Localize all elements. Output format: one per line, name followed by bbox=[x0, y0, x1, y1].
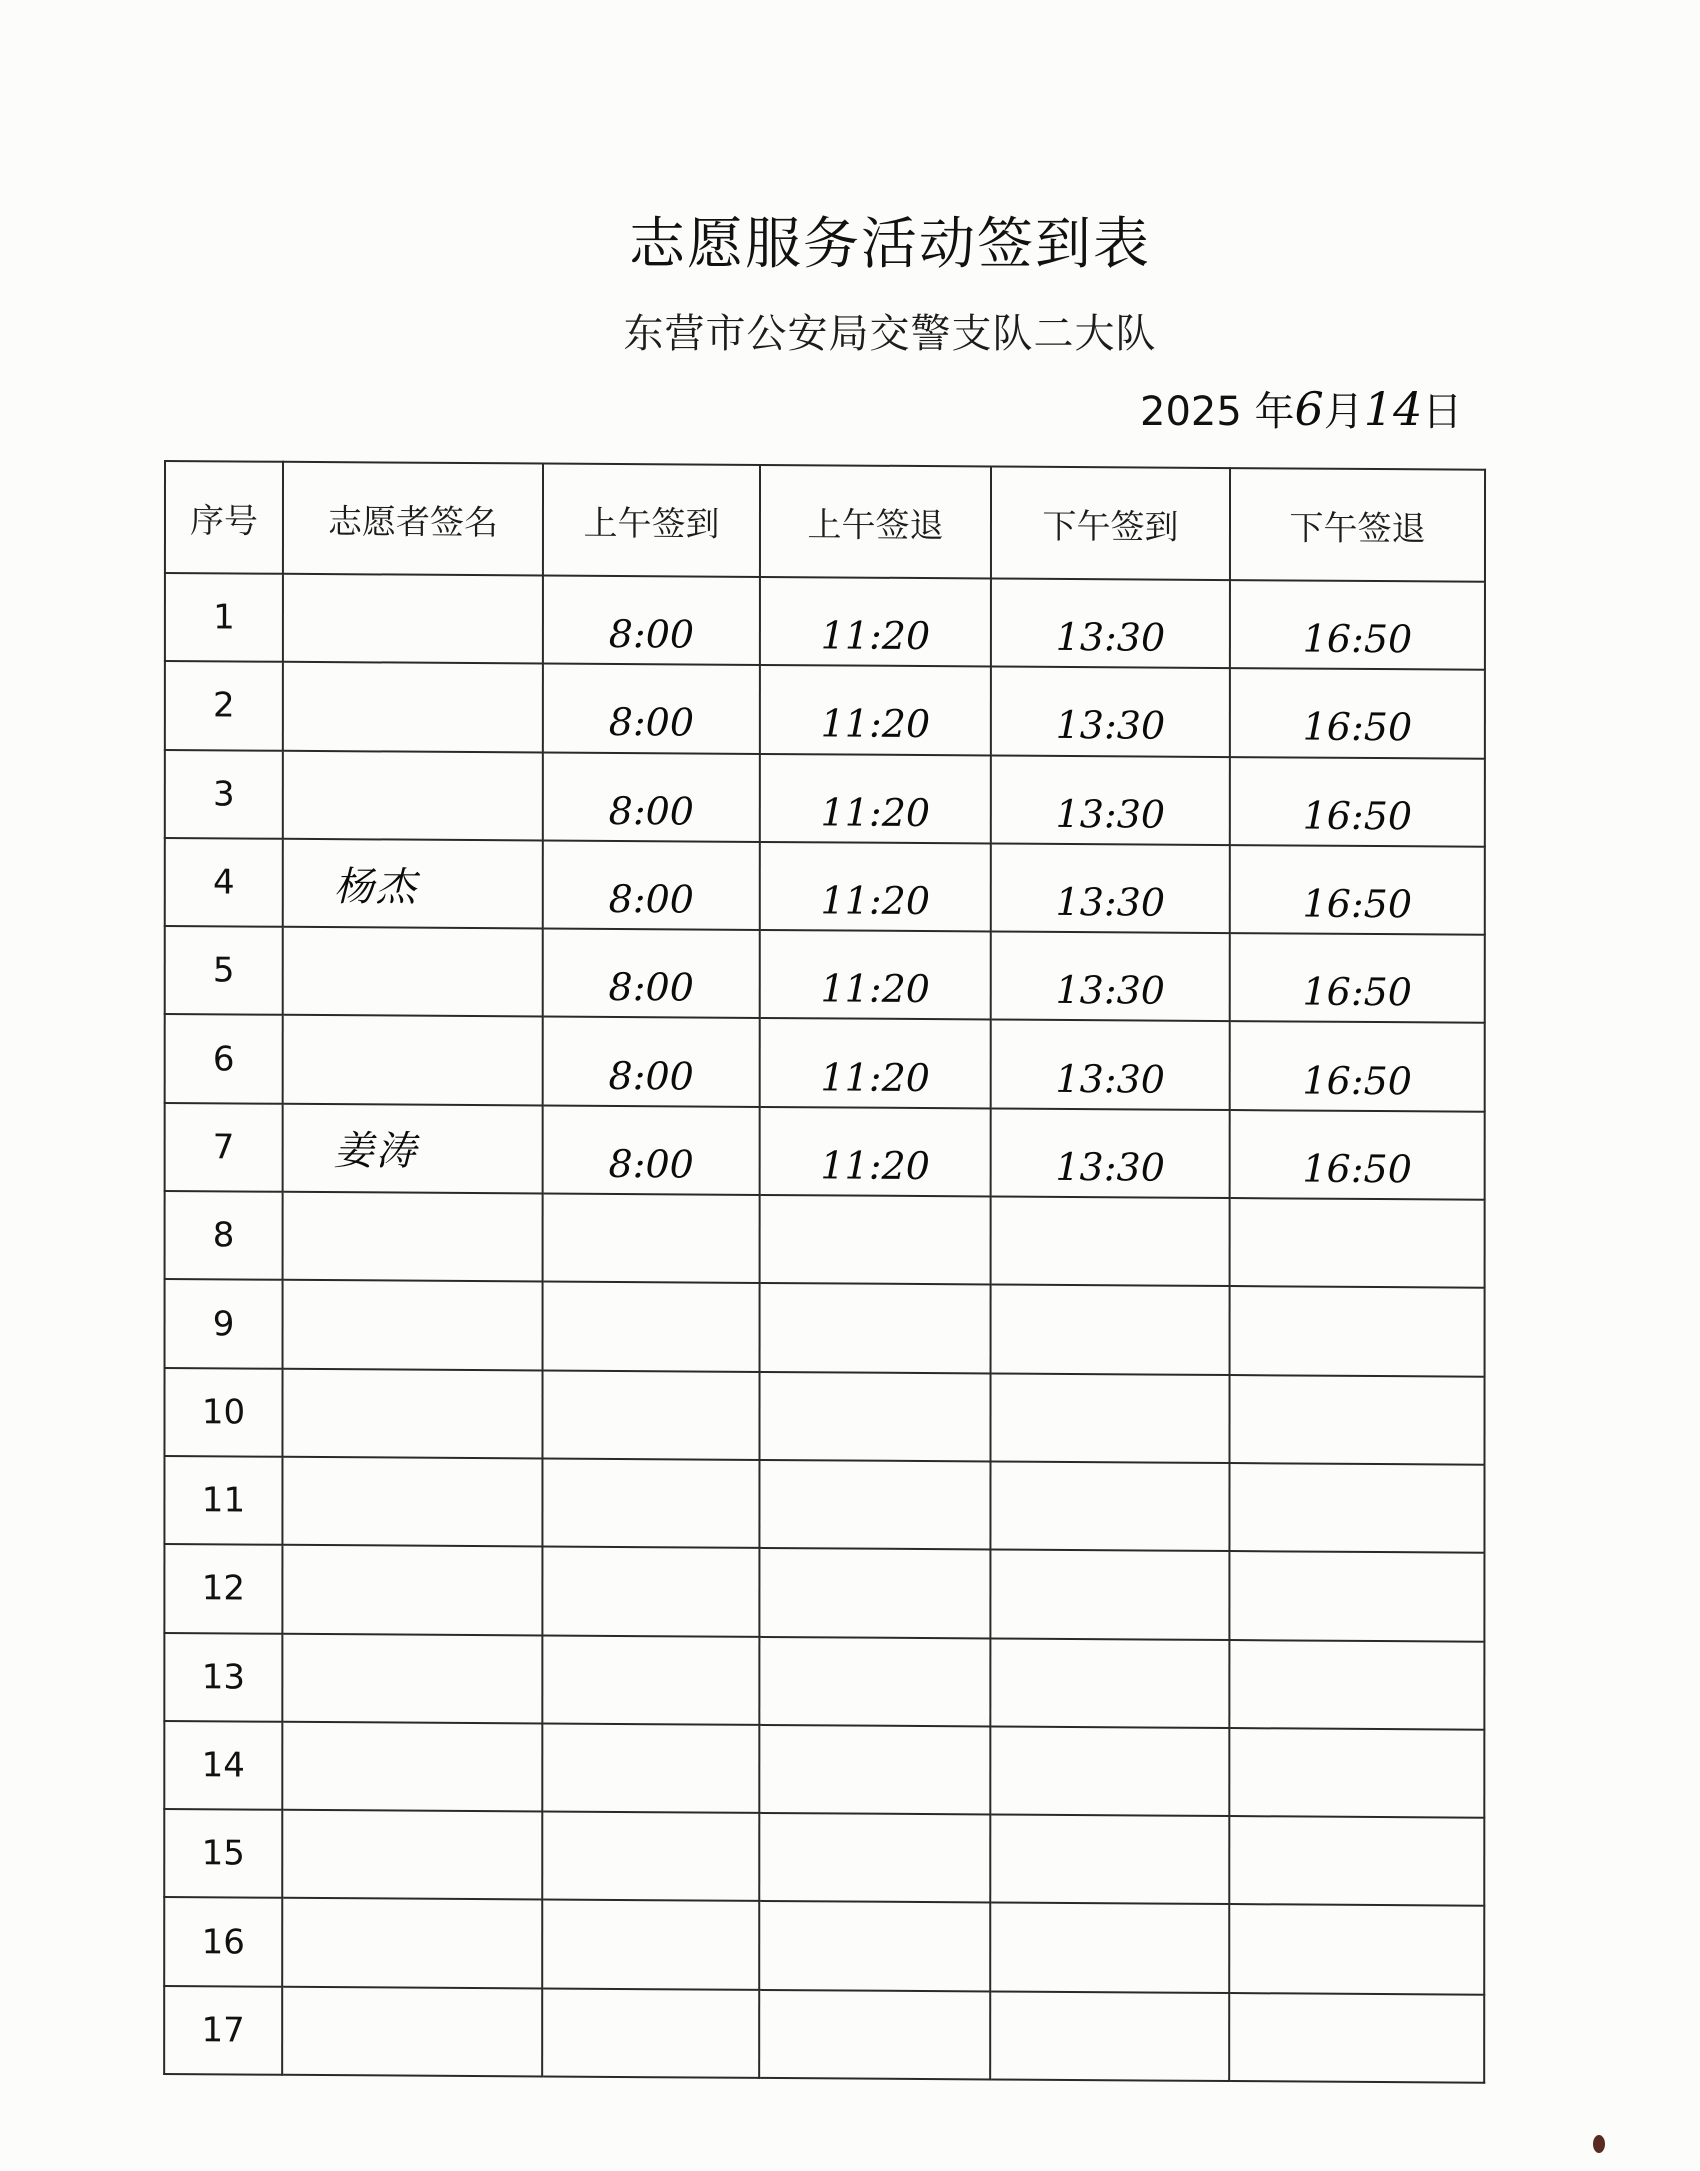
page-title: 志愿服务活动签到表 bbox=[629, 212, 1151, 277]
header-signature: 志愿者签名 bbox=[283, 462, 543, 576]
pm-checkin-time bbox=[990, 1815, 1229, 1905]
row-number: 4 bbox=[165, 838, 283, 927]
table-row bbox=[164, 1809, 1484, 1906]
volunteer-signature bbox=[282, 1633, 542, 1723]
am-checkin-time bbox=[543, 840, 760, 930]
pm-checkout-time bbox=[1229, 1551, 1484, 1641]
pm-checkin-time bbox=[991, 1197, 1230, 1287]
am-checkout-time-text: 11:20 bbox=[820, 613, 931, 659]
signin-table-wrap bbox=[163, 460, 1484, 2080]
am-checkout-time bbox=[760, 1107, 991, 1197]
row-number: 10 bbox=[164, 1368, 282, 1457]
am-checkout-time bbox=[760, 1283, 991, 1373]
pm-checkout-time-text: 16:50 bbox=[1302, 616, 1413, 662]
pm-checkin-time bbox=[990, 1903, 1229, 1993]
table-row bbox=[165, 1103, 1485, 1200]
row-number: 1 bbox=[165, 573, 283, 662]
signin-table bbox=[163, 460, 1486, 2084]
pm-checkout-time bbox=[1230, 845, 1485, 935]
pm-checkin-time bbox=[990, 1373, 1229, 1463]
am-checkout-time-text: 11:20 bbox=[820, 701, 931, 747]
pm-checkout-time bbox=[1230, 1198, 1485, 1288]
am-checkout-time bbox=[759, 1460, 990, 1550]
pm-checkout-time-text: 16:50 bbox=[1302, 881, 1413, 927]
pm-checkin-time bbox=[991, 755, 1230, 845]
am-checkin-time-text: 8:00 bbox=[608, 700, 695, 745]
am-checkout-time-text: 11:20 bbox=[820, 1054, 930, 1100]
pm-checkin-time-text: 13:30 bbox=[1055, 879, 1166, 925]
date-year: 2025 年 bbox=[1140, 389, 1295, 435]
pm-checkin-time bbox=[991, 843, 1230, 933]
am-checkin-time bbox=[542, 1723, 759, 1813]
am-checkin-time bbox=[542, 1812, 759, 1902]
pm-checkout-time bbox=[1229, 1904, 1484, 1994]
paper-speck bbox=[1593, 2135, 1605, 2153]
volunteer-signature bbox=[283, 927, 543, 1017]
pm-checkout-time bbox=[1230, 1110, 1485, 1200]
row-number: 5 bbox=[165, 926, 283, 1015]
am-checkout-time bbox=[759, 1636, 990, 1726]
table-body bbox=[164, 573, 1485, 2083]
date-day: 14 bbox=[1363, 382, 1423, 436]
row-number: 8 bbox=[165, 1191, 283, 1280]
header-pm-in: 下午签到 bbox=[991, 466, 1230, 580]
page-subtitle: 东营市公安局交警支队二大队 bbox=[623, 311, 1157, 357]
am-checkin-time bbox=[543, 576, 760, 666]
header-no: 序号 bbox=[165, 461, 283, 574]
table-row bbox=[164, 1721, 1484, 1818]
volunteer-signature bbox=[283, 1192, 543, 1282]
row-number: 7 bbox=[165, 1103, 283, 1192]
header-am-in: 上午签到 bbox=[543, 464, 760, 577]
volunteer-signature: 杨杰 bbox=[283, 839, 543, 929]
am-checkout-time bbox=[760, 1018, 991, 1108]
pm-checkout-time bbox=[1229, 1375, 1484, 1465]
table-row bbox=[165, 926, 1485, 1023]
am-checkin-time-text: 8:00 bbox=[608, 612, 695, 657]
am-checkout-time bbox=[760, 665, 991, 755]
date-month: 6 bbox=[1294, 382, 1324, 436]
date-month-char: 月 bbox=[1323, 389, 1364, 435]
am-checkin-time-text: 8:00 bbox=[608, 1053, 694, 1099]
header-am-out: 上午签退 bbox=[760, 465, 991, 579]
am-checkout-time bbox=[759, 1901, 990, 1991]
table-row bbox=[165, 1191, 1485, 1288]
pm-checkin-time bbox=[991, 667, 1230, 757]
row-number: 14 bbox=[164, 1721, 282, 1810]
am-checkout-time bbox=[759, 1725, 990, 1815]
volunteer-signature bbox=[282, 1545, 542, 1635]
date-line bbox=[1140, 380, 1462, 437]
table-row bbox=[165, 573, 1485, 670]
table-row bbox=[164, 1456, 1484, 1553]
am-checkout-time bbox=[760, 930, 991, 1020]
pm-checkout-time bbox=[1230, 1022, 1485, 1112]
am-checkin-time-text: 8:00 bbox=[608, 876, 694, 922]
pm-checkin-time bbox=[990, 1991, 1229, 2081]
table-row bbox=[164, 1986, 1484, 2083]
pm-checkout-time bbox=[1229, 1728, 1484, 1818]
row-number: 11 bbox=[164, 1456, 282, 1545]
pm-checkin-time-text: 13:30 bbox=[1055, 791, 1166, 837]
pm-checkin-time-text: 13:30 bbox=[1055, 615, 1166, 660]
pm-checkin-time-text: 13:30 bbox=[1055, 703, 1166, 749]
row-number: 17 bbox=[164, 1986, 282, 2075]
am-checkin-time bbox=[542, 1900, 759, 1990]
pm-checkout-time-text: 16:50 bbox=[1302, 1146, 1412, 1192]
row-number: 12 bbox=[164, 1544, 282, 1633]
am-checkout-time bbox=[759, 1372, 990, 1462]
am-checkout-time bbox=[759, 1548, 990, 1638]
table-header-row bbox=[165, 461, 1485, 582]
am-checkin-time bbox=[542, 1458, 759, 1548]
pm-checkout-time bbox=[1230, 757, 1485, 847]
am-checkin-time bbox=[542, 1988, 759, 2078]
am-checkin-time bbox=[542, 1635, 759, 1725]
row-number: 15 bbox=[164, 1809, 282, 1898]
header-pm-out: 下午签退 bbox=[1230, 468, 1485, 582]
pm-checkin-time bbox=[990, 1726, 1229, 1816]
pm-checkout-time-text: 16:50 bbox=[1302, 704, 1413, 750]
pm-checkin-time bbox=[991, 1108, 1230, 1198]
am-checkout-time-text: 11:20 bbox=[820, 790, 931, 835]
am-checkin-time-text: 8:00 bbox=[608, 788, 695, 834]
volunteer-signature bbox=[282, 1368, 542, 1458]
pm-checkout-time bbox=[1229, 1993, 1484, 2083]
table-row bbox=[165, 1014, 1485, 1111]
table-row bbox=[165, 750, 1485, 847]
volunteer-signature bbox=[282, 1457, 542, 1547]
am-checkin-time bbox=[543, 929, 760, 1019]
am-checkout-time-text: 11:20 bbox=[820, 966, 931, 1012]
volunteer-signature bbox=[282, 1722, 542, 1812]
pm-checkout-time bbox=[1230, 933, 1485, 1023]
volunteer-signature bbox=[282, 1987, 542, 2077]
table-row bbox=[165, 661, 1485, 758]
table-row bbox=[164, 1897, 1484, 1994]
volunteer-signature bbox=[283, 574, 543, 664]
volunteer-signature bbox=[282, 1810, 542, 1900]
pm-checkout-time bbox=[1230, 668, 1485, 758]
pm-checkin-time bbox=[990, 1461, 1229, 1551]
volunteer-signature bbox=[282, 1898, 542, 1988]
pm-checkout-time-text: 16:50 bbox=[1302, 969, 1413, 1015]
am-checkin-time bbox=[543, 1282, 760, 1372]
am-checkin-time bbox=[543, 1105, 760, 1195]
pm-checkout-time bbox=[1229, 1640, 1484, 1730]
am-checkin-time bbox=[542, 1547, 759, 1637]
table-row bbox=[164, 1544, 1484, 1641]
am-checkout-time bbox=[760, 577, 991, 667]
table-row bbox=[164, 1633, 1484, 1730]
am-checkout-time-text: 11:20 bbox=[820, 1143, 930, 1188]
row-number: 3 bbox=[165, 750, 283, 839]
pm-checkin-time-text: 13:30 bbox=[1055, 1056, 1165, 1102]
pm-checkin-time bbox=[990, 1638, 1229, 1728]
table-row bbox=[165, 838, 1485, 935]
table-row bbox=[164, 1368, 1484, 1465]
row-number: 9 bbox=[165, 1279, 283, 1368]
row-number: 6 bbox=[165, 1014, 283, 1103]
pm-checkout-time bbox=[1229, 1463, 1484, 1553]
pm-checkin-time bbox=[991, 1020, 1230, 1110]
pm-checkout-time-text: 16:50 bbox=[1302, 793, 1413, 839]
volunteer-signature bbox=[283, 750, 543, 840]
pm-checkin-time-text: 13:30 bbox=[1055, 968, 1166, 1013]
pm-checkin-time bbox=[991, 932, 1230, 1022]
row-number: 16 bbox=[164, 1897, 282, 1986]
am-checkin-time bbox=[543, 664, 760, 754]
am-checkout-time bbox=[760, 842, 991, 932]
am-checkout-time bbox=[759, 1813, 990, 1903]
pm-checkout-time-text: 16:50 bbox=[1302, 1058, 1412, 1103]
volunteer-signature bbox=[283, 662, 543, 752]
pm-checkin-time bbox=[990, 1550, 1229, 1640]
pm-checkin-time bbox=[991, 578, 1230, 668]
am-checkout-time bbox=[759, 1990, 990, 2080]
am-checkin-time-text: 8:00 bbox=[608, 1141, 694, 1187]
pm-checkin-time bbox=[991, 1285, 1230, 1375]
am-checkout-time-text: 11:20 bbox=[820, 878, 931, 924]
am-checkout-time bbox=[760, 754, 991, 844]
am-checkin-time bbox=[543, 752, 760, 842]
am-checkin-time bbox=[543, 1017, 760, 1107]
row-number: 13 bbox=[164, 1633, 282, 1722]
table-row bbox=[165, 1279, 1485, 1376]
volunteer-signature bbox=[283, 1280, 543, 1370]
row-number: 2 bbox=[165, 661, 283, 750]
pm-checkout-time bbox=[1230, 580, 1485, 670]
volunteer-signature: 姜涛 bbox=[283, 1104, 543, 1194]
am-checkout-time bbox=[760, 1195, 991, 1285]
am-checkin-time bbox=[543, 1194, 760, 1284]
pm-checkout-time bbox=[1229, 1816, 1484, 1906]
date-day-char: 日 bbox=[1422, 389, 1463, 435]
pm-checkout-time bbox=[1230, 1286, 1485, 1376]
pm-checkin-time-text: 13:30 bbox=[1055, 1144, 1165, 1190]
am-checkin-time bbox=[542, 1370, 759, 1460]
volunteer-signature bbox=[283, 1015, 543, 1105]
am-checkin-time-text: 8:00 bbox=[608, 965, 694, 1010]
